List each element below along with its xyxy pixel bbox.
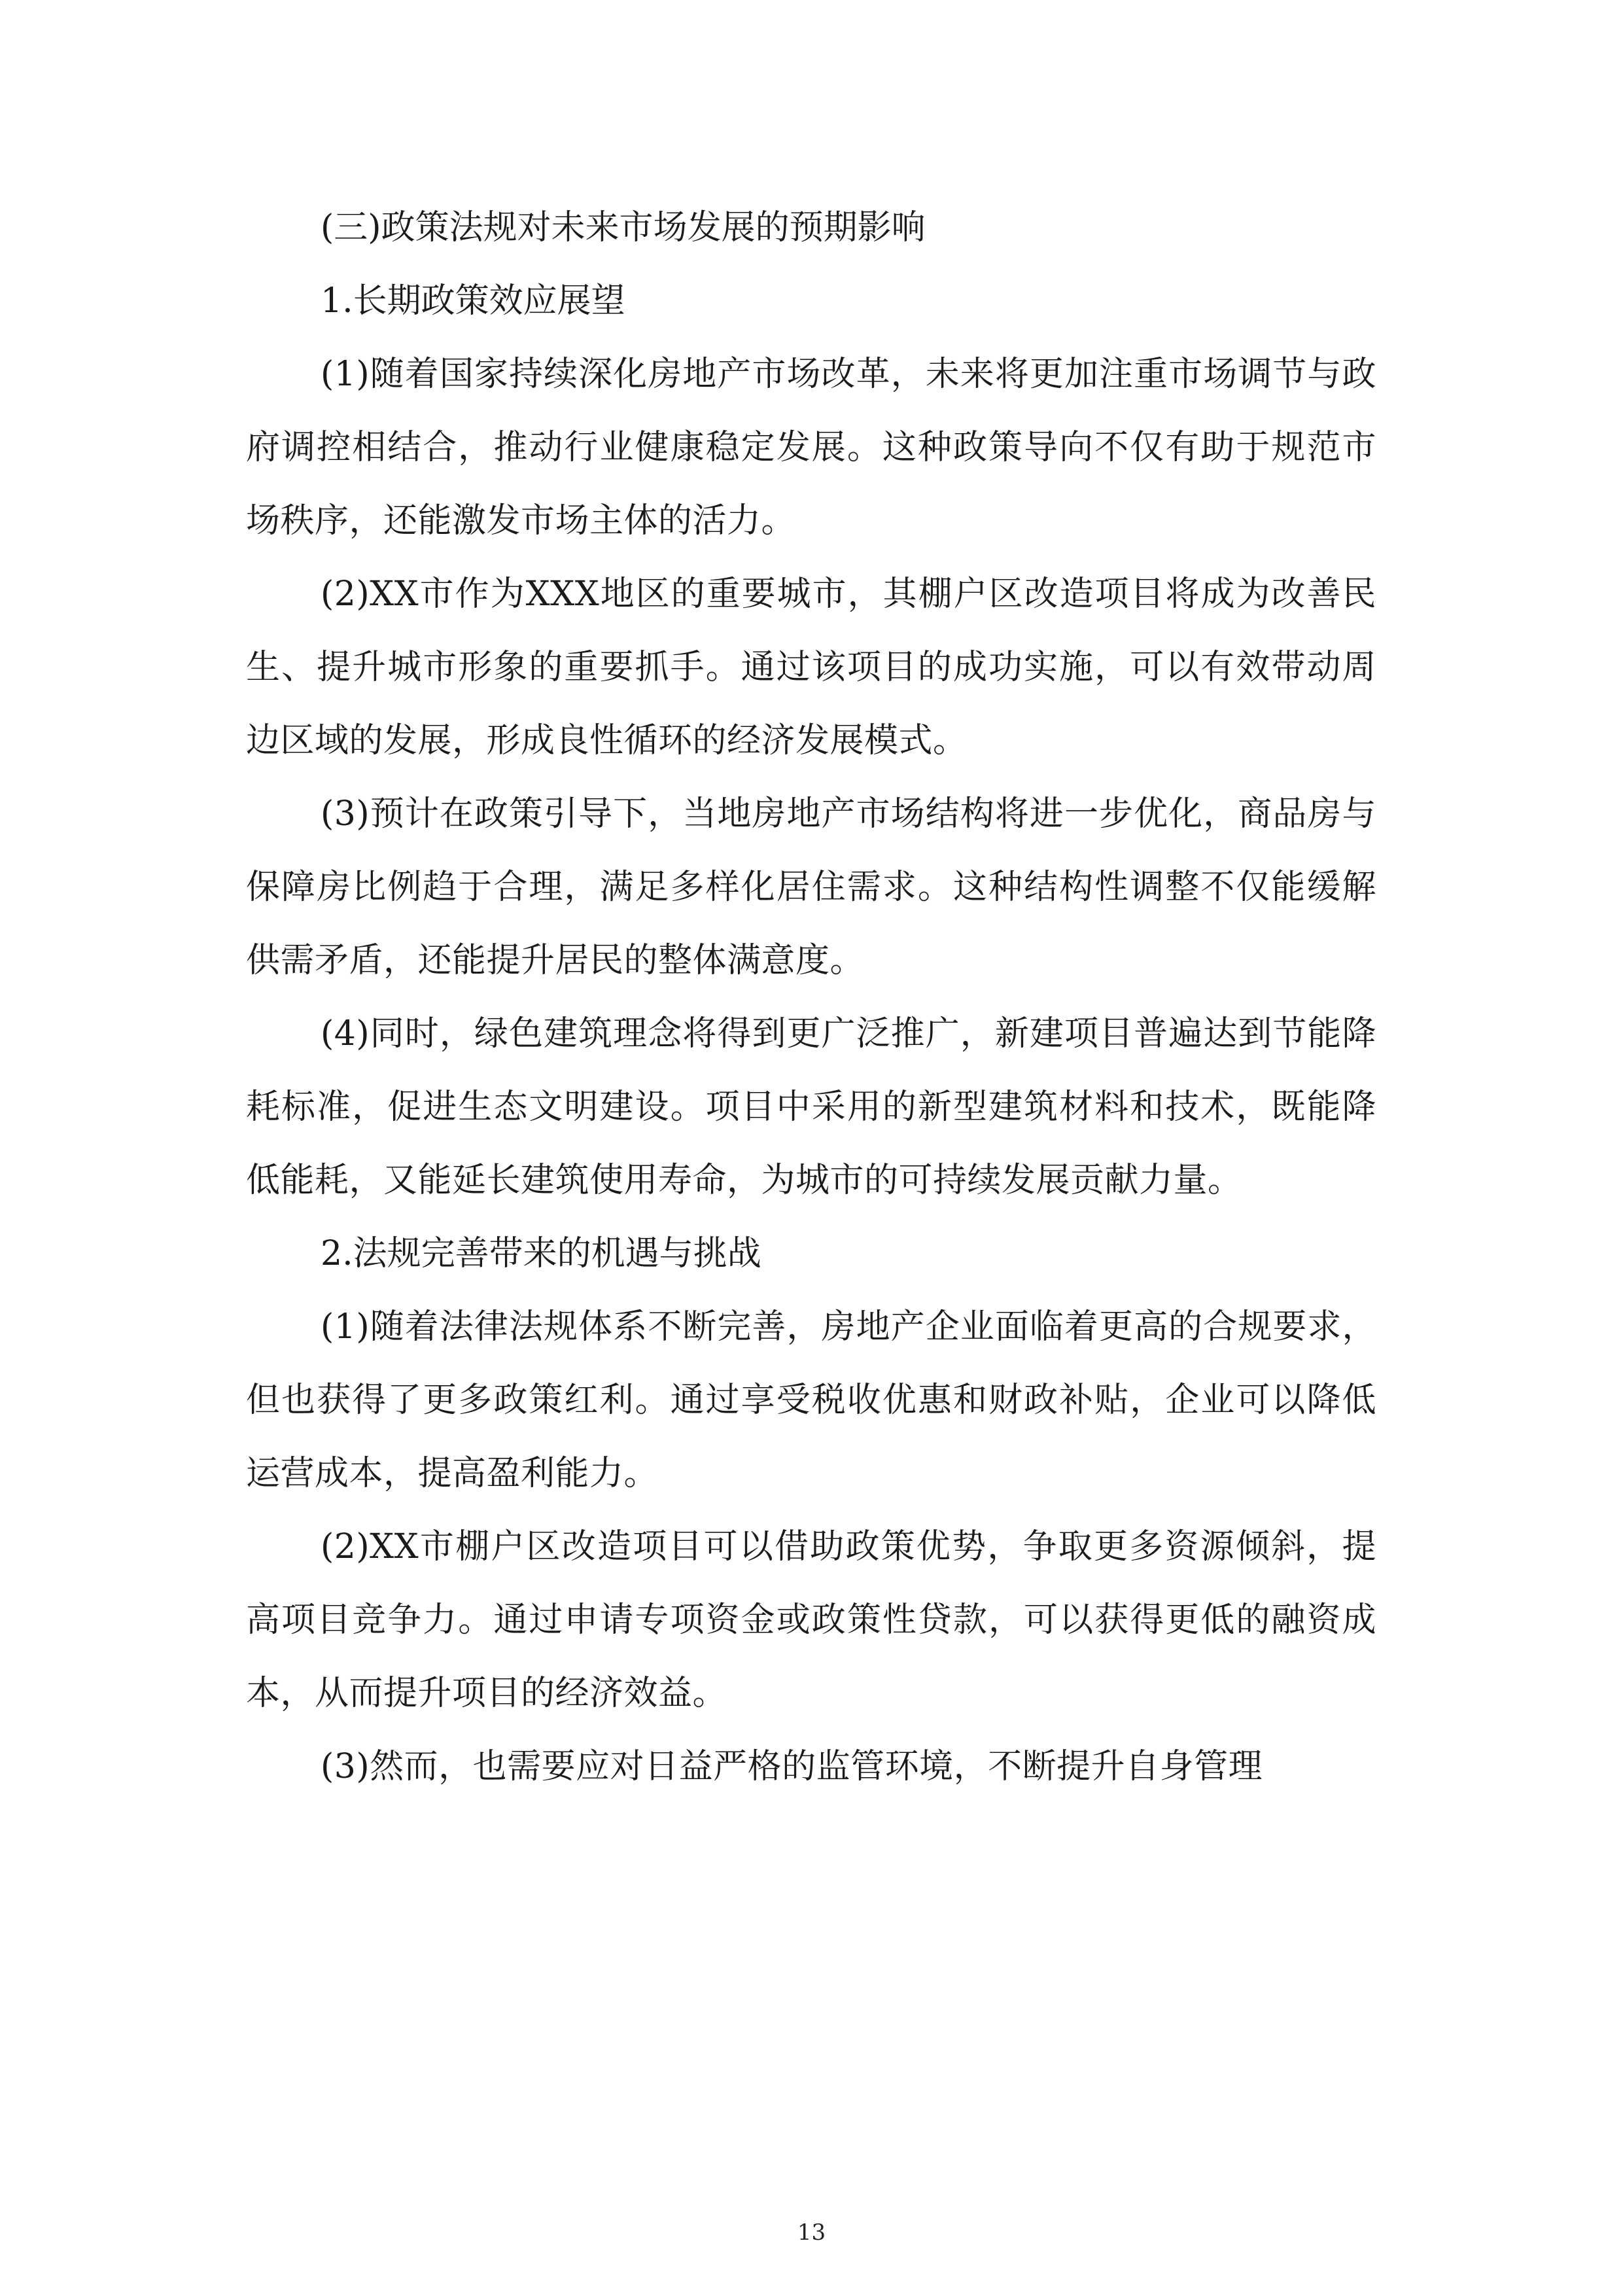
subsection-1-paragraph-2: (2)XX市作为XXX地区的重要城市，其棚户区改造项目将成为改善民生、提升城市形象的重要抓手。通过该项目的成功实施，可以有效带动周边区域的发展，形成良性循环的经济发展模式。 bbox=[246, 574, 1376, 760]
subsection-1-paragraph-3: (3)预计在政策引导下，当地房地产市场结构将进一步优化，商品房与保障房比例趋于合理，满足多样化居住需求。这种结构性调整不仅能缓解供需矛盾，还能提升居民的整体满意度。 bbox=[246, 794, 1376, 980]
subsection-2-paragraph-1: (1)随着法律法规体系不断完善，房地产企业面临着更高的合规要求，但也获得了更多政策红利。通过享受税收优惠和财政补贴，企业可以降低运营成本，提高盈利能力。 bbox=[246, 1307, 1376, 1493]
subsection-2-paragraph-3: (3)然而，也需要应对日益严格的监管环境，不断提升自身管理 bbox=[321, 1747, 1263, 1786]
subsection-2-title: 2.法规完善带来的机遇与挑战 bbox=[321, 1234, 761, 1273]
subsection-1-title: 1.长期政策效应展望 bbox=[321, 281, 625, 321]
subsection-2-paragraph-2: (2)XX市棚户区改造项目可以借助政策优势，争取更多资源倾斜，提高项目竞争力。通过申请专项资金或政策性贷款，可以获得更低的融资成本，从而提升项目的经济效益。 bbox=[246, 1527, 1376, 1713]
subsection-1-paragraph-4: (4)同时，绿色建筑理念将得到更广泛推广，新建项目普遍达到节能降耗标准，促进生态文明建设。项目中采用的新型建筑材料和技术，既能降低能耗，又能延长建筑使用寿命，为城市的可持续发展贡献力量。 bbox=[246, 1014, 1376, 1200]
page-body bbox=[246, 191, 1376, 1803]
page-number: 13 bbox=[797, 2219, 826, 2246]
subsection-1-paragraph-1: (1)随着国家持续深化房地产市场改革，未来将更加注重市场调节与政府调控相结合，推动行业健康稳定发展。这种政策导向不仅有助于规范市场秩序，还能激发市场主体的活力。 bbox=[246, 355, 1376, 540]
section-heading: (三)政策法规对未来市场发展的预期影响 bbox=[321, 208, 926, 247]
